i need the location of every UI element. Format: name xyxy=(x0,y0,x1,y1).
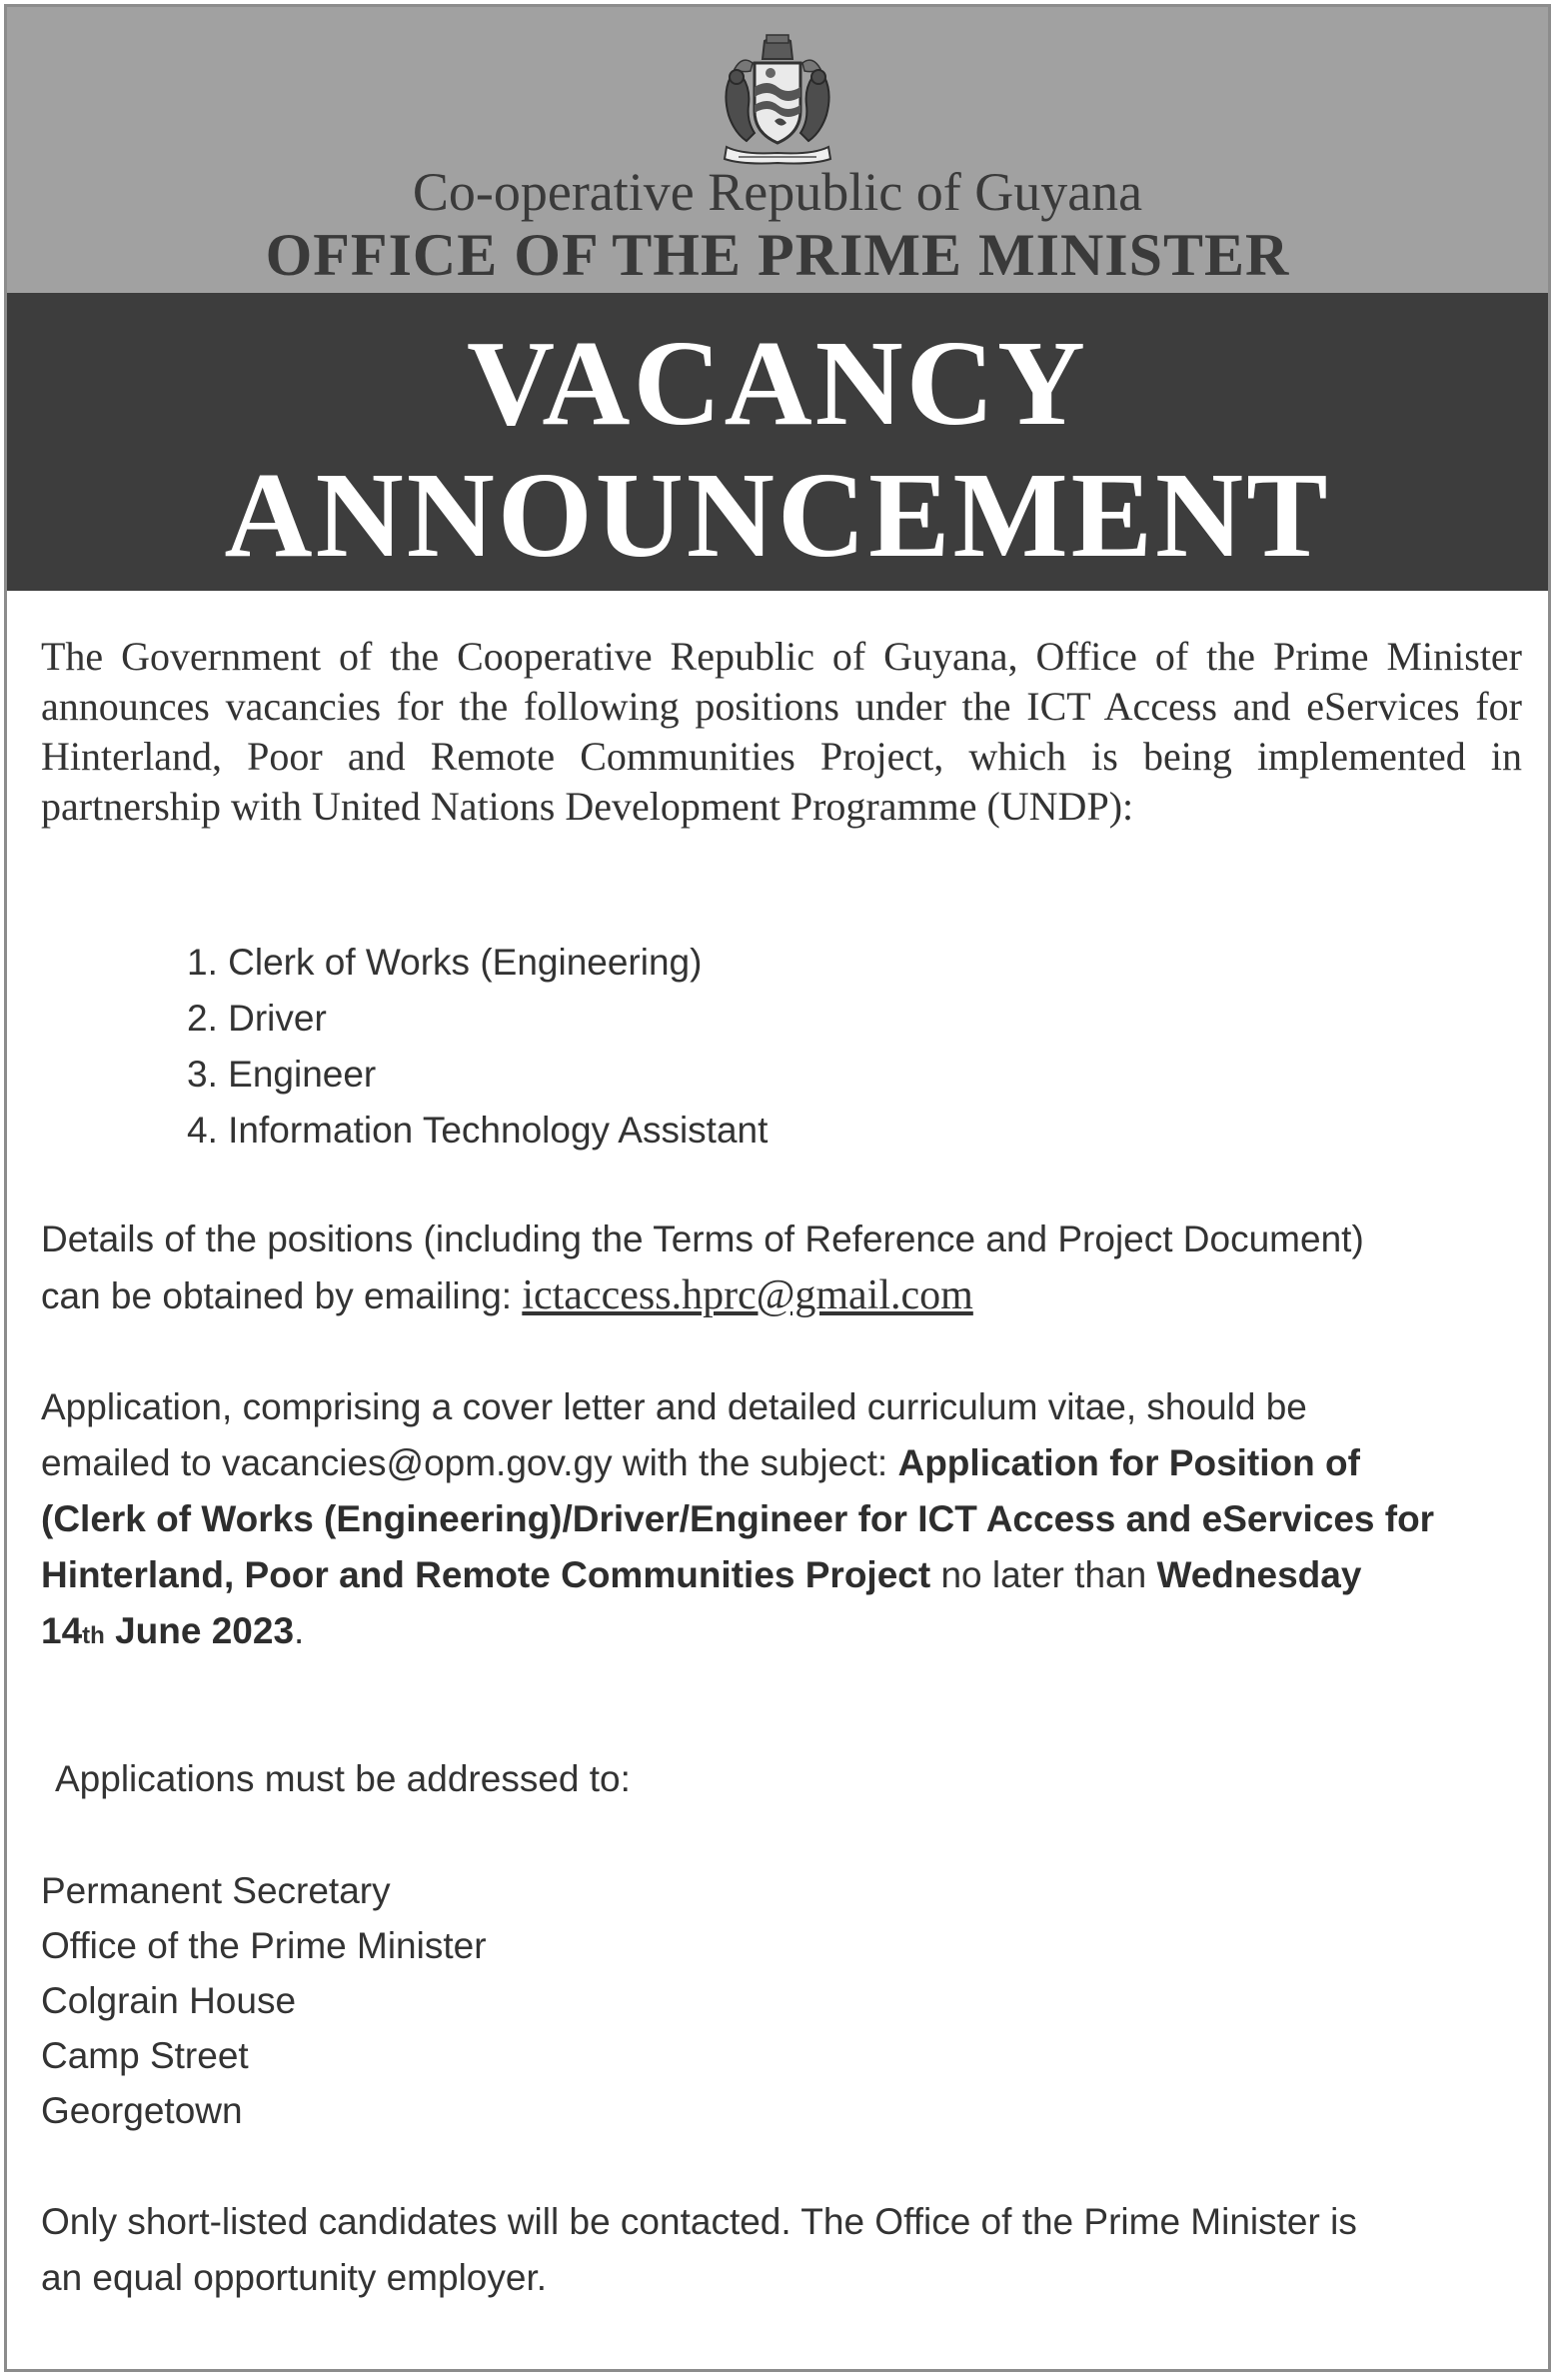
banner-title-line-2: ANNOUNCEMENT xyxy=(224,448,1331,583)
address-line: Georgetown xyxy=(41,2090,243,2131)
address-line: Office of the Prime Minister xyxy=(41,1925,487,1966)
vacancy-notice xyxy=(4,4,1551,2372)
list-item: 3. Engineer xyxy=(187,1054,377,1095)
application-line-5 xyxy=(41,1603,1530,1664)
list-item: 1. Clerk of Works (Engineering) xyxy=(187,942,703,983)
closing-paragraph xyxy=(41,2194,1530,2306)
address-line: Permanent Secretary xyxy=(41,1870,391,1911)
header-band xyxy=(7,7,1548,293)
closing-line-1: Only short-listed candidates will be contacted. The Office of the Prime Minister is xyxy=(41,2201,1357,2242)
positions-list xyxy=(187,935,768,1159)
deadline-day: 14 xyxy=(41,1610,83,1651)
application-line-2 xyxy=(41,1435,1530,1491)
details-line-1: Details of the positions (including the Terms of Reference and Project Document) xyxy=(41,1218,1364,1259)
list-item: 2. Driver xyxy=(187,998,327,1039)
application-email-text: emailed to vacancies@opm.gov.gy with the subject: xyxy=(41,1442,898,1483)
details-line-2 xyxy=(41,1267,1530,1324)
deadline-month-year: June 2023 xyxy=(104,1610,295,1651)
list-item: 4. Information Technology Assistant xyxy=(187,1110,769,1151)
deadline-day-suffix: th xyxy=(82,1622,105,1649)
address-line: Colgrain House xyxy=(41,1980,297,2021)
banner-title-line-1: VACANCY xyxy=(466,316,1088,451)
country-name: Co-operative Republic of Guyana xyxy=(412,162,1143,222)
application-line-4 xyxy=(41,1547,1530,1603)
address-line: Camp Street xyxy=(41,2035,249,2076)
deadline-weekday: Wednesday xyxy=(1156,1554,1362,1595)
details-paragraph xyxy=(41,1211,1530,1324)
address-heading: Applications must be addressed to: xyxy=(55,1758,631,1799)
application-subject-start: Application for Position of xyxy=(897,1442,1360,1483)
title-banner xyxy=(7,293,1548,591)
details-prefix: can be obtained by emailing: xyxy=(41,1275,523,1316)
guyana-coat-of-arms-icon xyxy=(713,33,842,167)
intro-paragraph: The Government of the Cooperative Republic of Guyana, Office of the Prime Minister announces vacancies for the following positions under the ICT Access and eServices for Hinterland, Poor and Remote Communities Project, which is being implemented in partnership with United Nations Development Programme (UNDP): xyxy=(41,634,1522,829)
deadline-prefix: no later than xyxy=(930,1554,1157,1595)
application-subject-end: Hinterland, Poor and Remote Communities Project xyxy=(41,1554,931,1595)
office-name: OFFICE OF THE PRIME MINISTER xyxy=(265,222,1290,288)
application-subject-middle: (Clerk of Works (Engineering)/Driver/Engineer for ICT Access and eServices for xyxy=(41,1498,1435,1539)
deadline-period: . xyxy=(294,1610,305,1651)
mailing-address xyxy=(41,1863,487,2138)
details-email-link[interactable]: ictaccess.hprc@gmail.com xyxy=(522,1272,973,1318)
closing-line-2: an equal opportunity employer. xyxy=(41,2257,548,2298)
application-line-1: Application, comprising a cover letter and detailed curriculum vitae, should be xyxy=(41,1386,1307,1427)
application-paragraph xyxy=(41,1379,1530,1664)
